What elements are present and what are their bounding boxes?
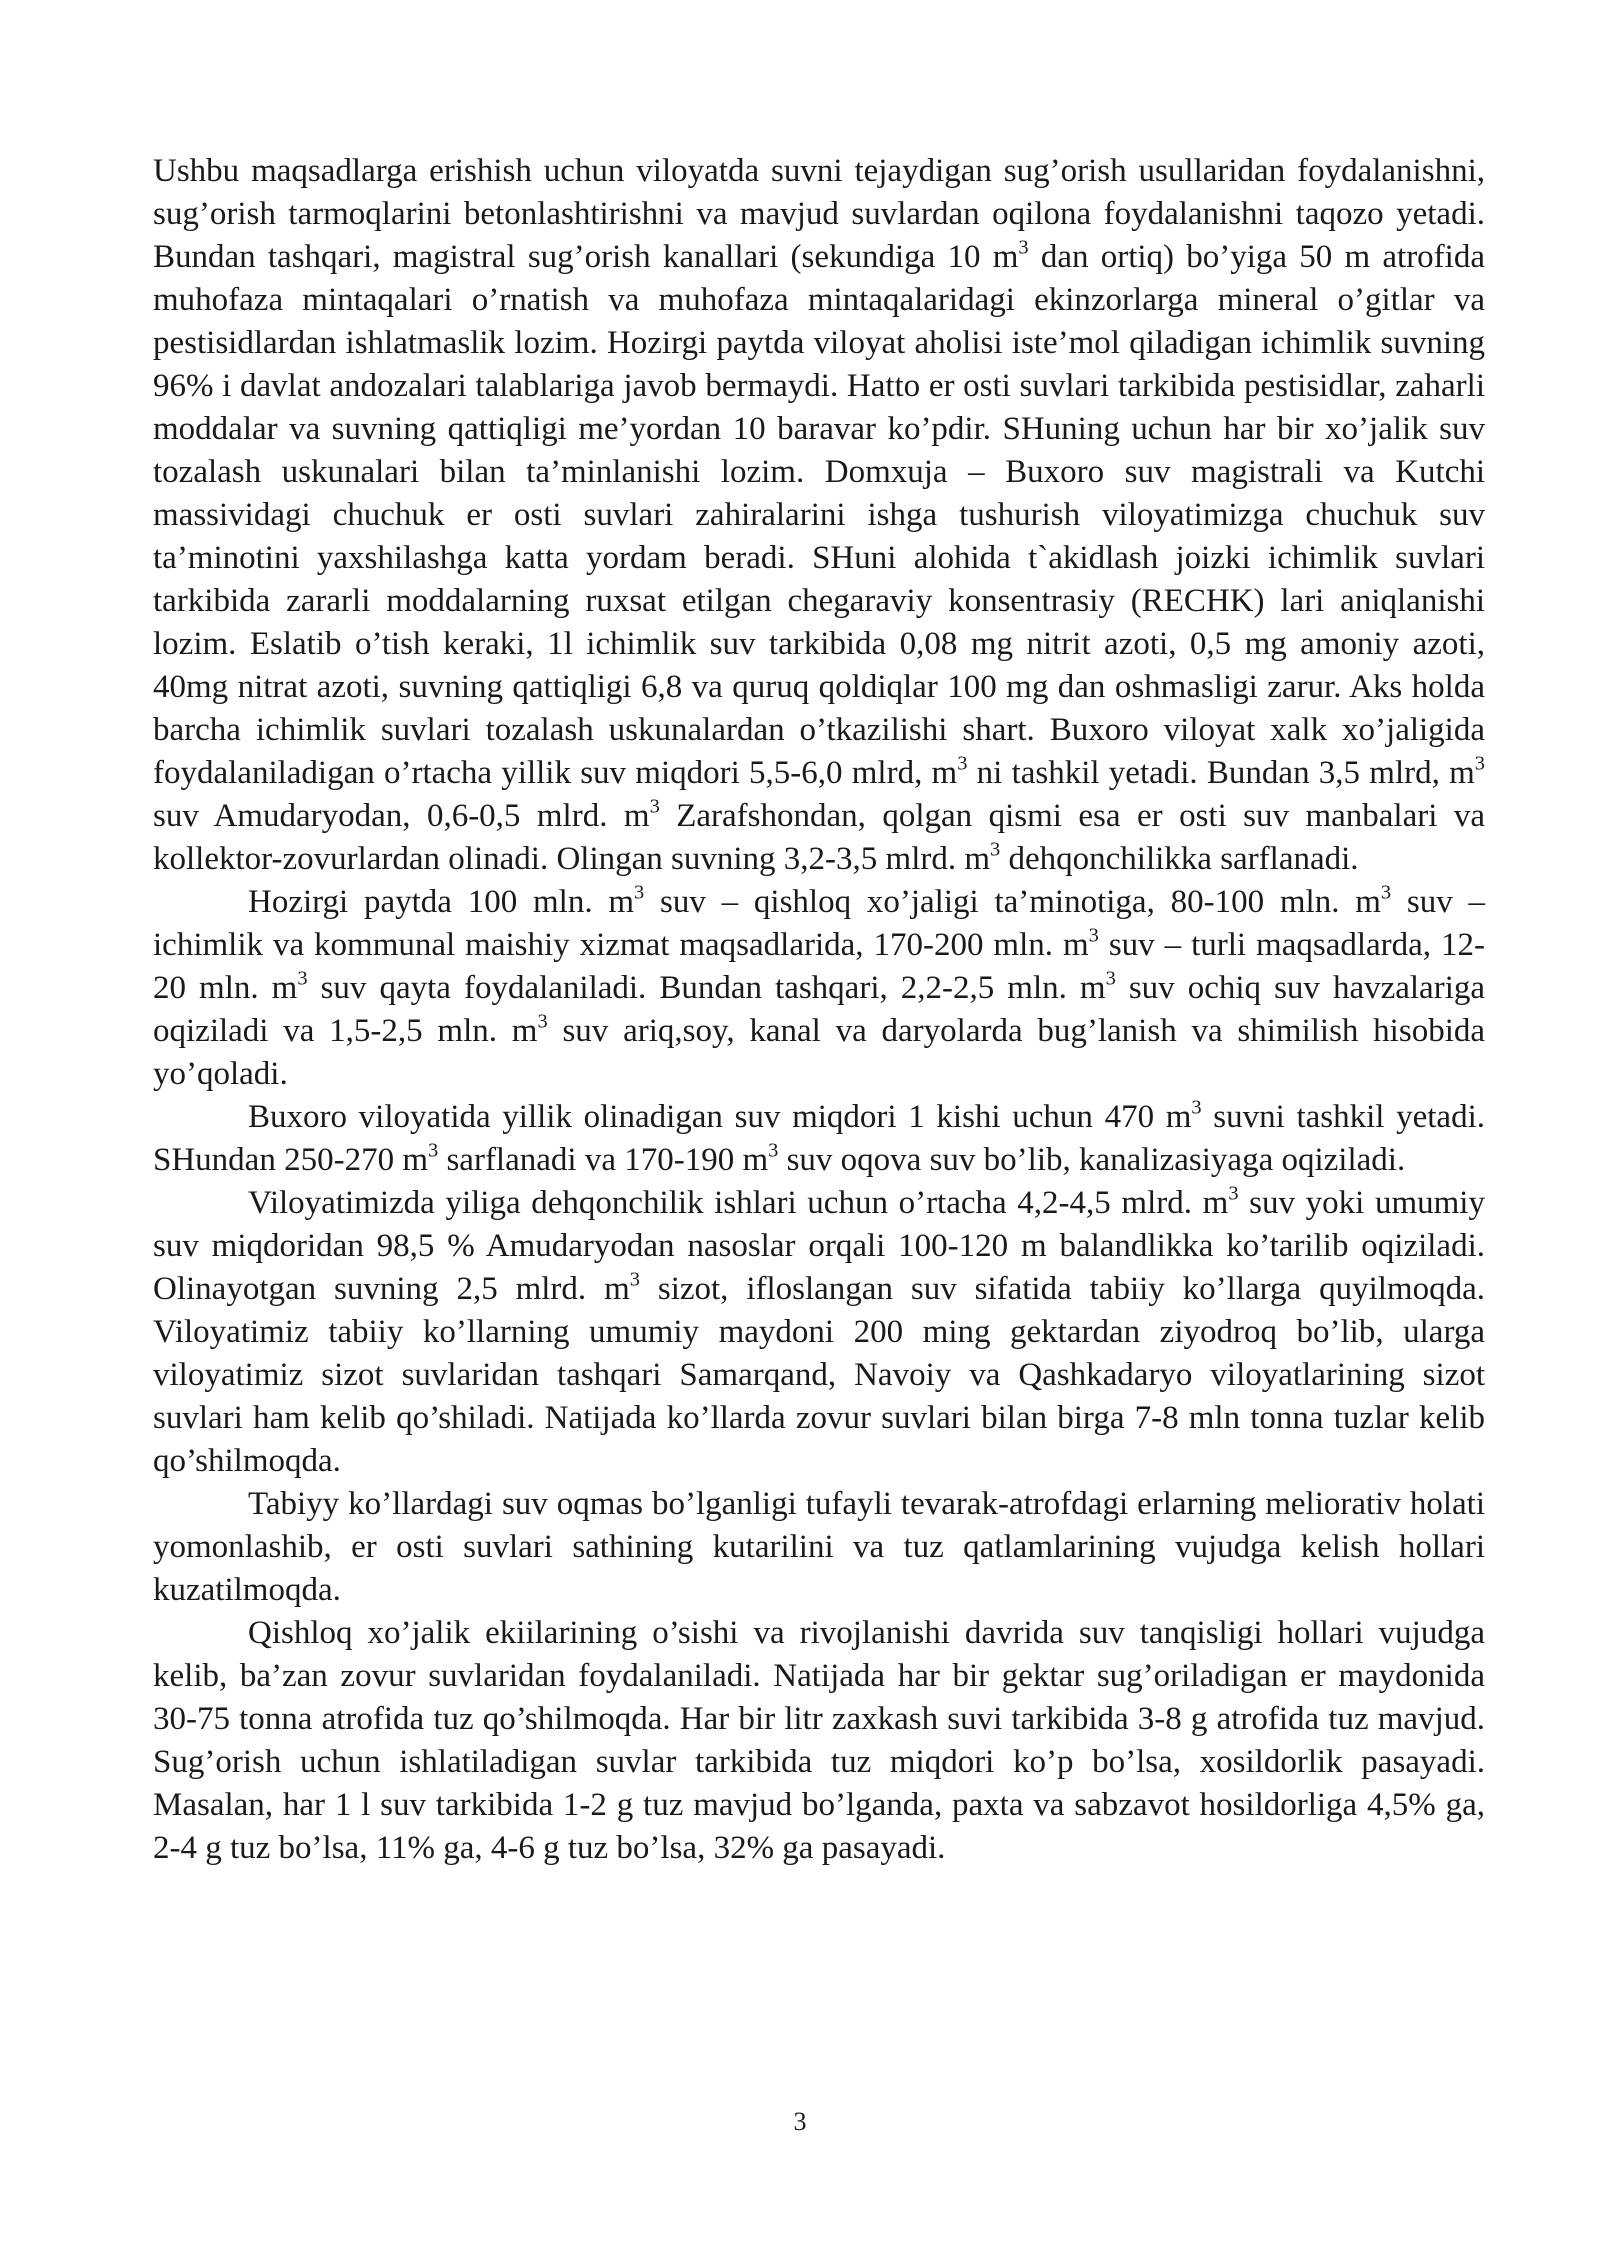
superscript: 3 — [634, 881, 645, 904]
text-run: Viloyatimizda yiliga dehqonchilik ishlari uchun o’rtacha 4,2-4,5 mlrd. m — [248, 1185, 1229, 1221]
text-run: suv oqova suv bo’lib, kanalizasiyaga oqiziladi. — [778, 1142, 1406, 1178]
paragraph-1 — [153, 150, 1485, 881]
paragraph-4 — [153, 1182, 1485, 1483]
text-run: suv yoki umumiy suv miqdoridan 98,5 % Amudaryodan nasoslar orqali 100-120 m balandlikka ko’tarilib oqiziladi. Olinayotgan suvning 2,5 mlrd. m — [153, 1185, 1485, 1307]
text-run: sarflanadi va 170-190 m — [438, 1142, 769, 1178]
superscript: 3 — [1105, 967, 1116, 990]
paragraph-3 — [153, 1096, 1485, 1182]
text-run: suvni tashkil yetadi. SHundan 250-270 m — [153, 1099, 1485, 1178]
superscript: 3 — [1088, 924, 1099, 947]
superscript: 3 — [1474, 752, 1485, 775]
text-run: suv – ichimlik va kommunal maishiy xizmat maqsadlarida, 170-200 mln. m — [153, 884, 1485, 963]
text-run: ni tashkil yetadi. Bundan 3,5 mlrd, m — [967, 755, 1475, 791]
document-body — [153, 150, 1485, 1870]
superscript: 3 — [1018, 236, 1029, 259]
superscript: 3 — [990, 838, 1001, 861]
text-run: Ushbu maqsadlarga erishish uchun viloyatda suvni tejaydigan sug’orish usullaridan foydalanishni, sug’orish tarmoqlarini betonlashtirishni va mavjud suvlardan oqilona foydalanishni taqozo yetadi. Bundan tashqari, magistral sug’orish kanallari (sekundiga 10 m — [153, 153, 1485, 275]
text-run: Tabiyy ko’llardagi suv oqmas bo’lganligi tufayli tevarak-atrofdagi erlarning meliorativ holati yomonlashib, er osti suvlari sathining kutarilini va tuz qatlamlarining vujudga kelish hollari kuzatilmoqda. — [153, 1486, 1485, 1608]
superscript: 3 — [1380, 881, 1392, 904]
superscript: 3 — [1191, 1096, 1202, 1119]
superscript: 3 — [428, 1139, 439, 1162]
paragraph-6 — [153, 1612, 1485, 1870]
superscript: 3 — [768, 1139, 779, 1162]
text-run: suv – qishloq xo’jaligi ta’minotiga, 80-100 mln. m — [644, 884, 1381, 920]
text-run: suv Amudaryodan, 0,6-0,5 mlrd. m — [153, 798, 650, 834]
superscript: 3 — [649, 795, 660, 818]
paragraph-5 — [153, 1483, 1485, 1612]
superscript: 3 — [297, 967, 308, 990]
page-number: 3 — [793, 2107, 807, 2136]
text-run: Buxoro viloyatida yillik olinadigan suv miqdori 1 kishi uchun 470 m — [248, 1099, 1192, 1135]
text-run: suv qayta foydalaniladi. Bundan tashqari, 2,2-2,5 mln. m — [307, 970, 1106, 1006]
superscript: 3 — [629, 1268, 640, 1291]
paragraph-2 — [153, 881, 1485, 1096]
superscript: 3 — [1228, 1182, 1239, 1205]
text-run: suv ochiq suv havzalariga oqiziladi va 1,5-2,5 mln. m — [153, 970, 1486, 1049]
superscript: 3 — [537, 1010, 548, 1033]
superscript: 3 — [957, 752, 968, 775]
text-run: dehqonchilikka sarflanadi. — [1000, 841, 1359, 877]
text-run: Hozirgi paytda 100 mln. m — [248, 884, 635, 920]
text-run: Qishloq xo’jalik ekiilarining o’sishi va rivojlanishi davrida suv tanqisligi hollari vujudga kelib, ba’zan zovur suvlaridan foydalaniladi. Natijada har bir gektar sug’oriladigan er maydonida 30-75 tonna atrofida tuz qo’shilmoqda. Har bir litr zaxkash suvi tarkibida 3-8 g atrofida tuz mavjud. Sug’orish uchun ishlatiladigan suvlar tarkibida tuz miqdori ko’p bo’lsa, xosildorlik pasayadi. Masalan, har 1 l suv tarkibida 1-2 g tuz mavjud bo’lganda, paxta va sabzavot hosildorliga 4,5% ga, 2-4 g tuz bo’lsa, 11% ga, 4-6 g tuz bo’lsa, 32% ga pasayadi. — [153, 1615, 1485, 1866]
text-run: dan ortiq) bo’yiga 50 m atrofida muhofaza mintaqalari o’rnatish va muhofaza mintaqalaridagi ekinzorlarga mineral o’gitlar va pestisidlardan ishlatmaslik lozim. Hozirgi paytda viloyat aholisi iste’mol qiladigan ichimlik suvning 96% i davlat andozalari talablariga javob bermaydi. Hatto er osti suvlari tarkibida pestisidlar, zaharli moddalar va suvning qattiqligi me’yordan 10 baravar ko’pdir. SHuning uchun har bir xo’jalik suv tozalash uskunalari bilan ta’minlanishi lozim. Domxuja – Buxoro suv magistrali va Kutchi massividagi chuchuk er osti suvlari zahiralarini ishga tushurish viloyatimizga chuchuk suv ta’minotini yaxshilashga katta yordam beradi. SHuni alohida t`akidlash joizki ichimlik suvlari tarkibida zararli moddalarning ruxsat etilgan chegaraviy konsentrasiy (RECHK) lari aniqlanishi lozim. Eslatib o’tish keraki, 1l ichimlik suv tarkibida 0,08 mg nitrit azoti, 0,5 mg amoniy azoti, 40mg nitrat azoti, suvning qattiqligi 6,8 va quruq qoldiqlar 100 mg dan oshmasligi zarur. Aks holda barcha ichimlik suvlari tozalash uskunalardan o’tkazilishi shart. Buxoro viloyat xalk xo’jaligida foydalaniladigan o’rtacha yillik suv miqdori 5,5-6,0 mlrd, m — [153, 239, 1485, 791]
text-run: suv – turli maqsadlarda, 12-20 mln. m — [153, 927, 1485, 1006]
text-run: sizot, ifloslangan suv sifatida tabiiy ko’llarga quyilmoqda. Viloyatimiz tabiiy ko’llarning umumiy maydoni 200 ming gektardan ziyodroq bo’lib, ularga viloyatimiz sizot suvlaridan tashqari Samarqand, Navoiy va Qashkadaryo viloyatlarining sizot suvlari ham kelib qo’shiladi. Natijada ko’llarda zovur suvlari bilan birga 7-8 mln tonna tuzlar kelib qo’shilmoqda. — [153, 1271, 1485, 1479]
text-run: suv ariq,soy, kanal va daryolarda bug’lanish va shimilish hisobida yo’qoladi. — [153, 1013, 1486, 1092]
text-run: Zarafshondan, qolgan qismi esa er osti suv manbalari va kollektor-zovurlardan olinadi. Olingan suvning 3,2-3,5 mlrd. m — [153, 798, 1485, 877]
